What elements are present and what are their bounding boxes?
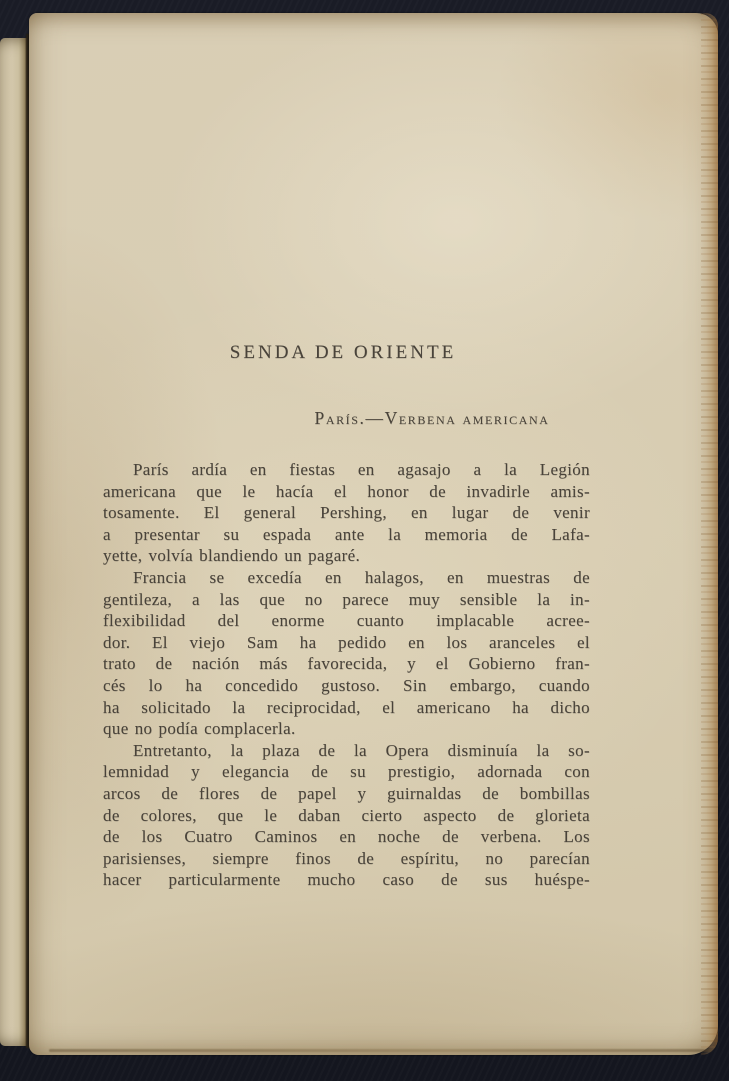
text-line: hacer particularmente mucho caso de sus huéspe- — [103, 870, 590, 890]
text-line: lemnidad y elegancia de su prestigio, adornada con — [103, 762, 590, 782]
text-line: Entretanto, la plaza de la Opera disminuía la so- — [133, 740, 590, 760]
text-line: de los Cuatro Caminos en noche de verbena. Los — [103, 827, 590, 847]
text-line: a presentar su espada ante la memoria de Lafa- — [103, 524, 590, 544]
section-heading: París.—Verbena americana — [314, 408, 550, 428]
text-line: que no podía complacerla. — [103, 719, 296, 739]
book-page — [29, 13, 718, 1055]
text-line: París ardía en fiestas en agasajo a la Legión — [133, 460, 590, 479]
text-line: Francia se excedía en halagos, en muestras de — [133, 567, 590, 587]
page-bottom-edge-shadow — [49, 1049, 712, 1052]
page-deckle-edge — [701, 13, 718, 1055]
text-line: tosamente. El general Pershing, en lugar de venir — [103, 503, 590, 523]
text-line: cés lo ha concedido gustoso. Sin embargo, cuando — [103, 675, 590, 695]
text-line: arcos de flores de papel y guirnaldas de bombillas — [103, 783, 590, 803]
text-line: flexibilidad del enorme cuanto implacable acree- — [103, 611, 590, 631]
text-line: trato de nación más favorecida, y el Gobierno fran- — [103, 654, 590, 674]
chapter-title: SENDA DE ORIENTE — [229, 342, 457, 363]
text-line: parisienses, siempre finos de espíritu, no parecían — [103, 848, 590, 868]
text-line: yette, volvía blandiendo un pagaré. — [103, 546, 361, 566]
text-line: americana que le hacía el honor de invadirle amis- — [103, 481, 590, 501]
adjacent-page-edge — [0, 38, 27, 1046]
text-line: gentileza, a las que no parece muy sensible la in- — [103, 589, 590, 609]
text-line: ha solicitado la reciprocidad, el americano ha dicho — [103, 697, 590, 717]
body-text — [103, 459, 590, 891]
text-line: de colores, que le daban cierto aspecto de glorieta — [103, 805, 590, 825]
text-line: dor. El viejo Sam ha pedido en los aranceles el — [103, 632, 590, 652]
